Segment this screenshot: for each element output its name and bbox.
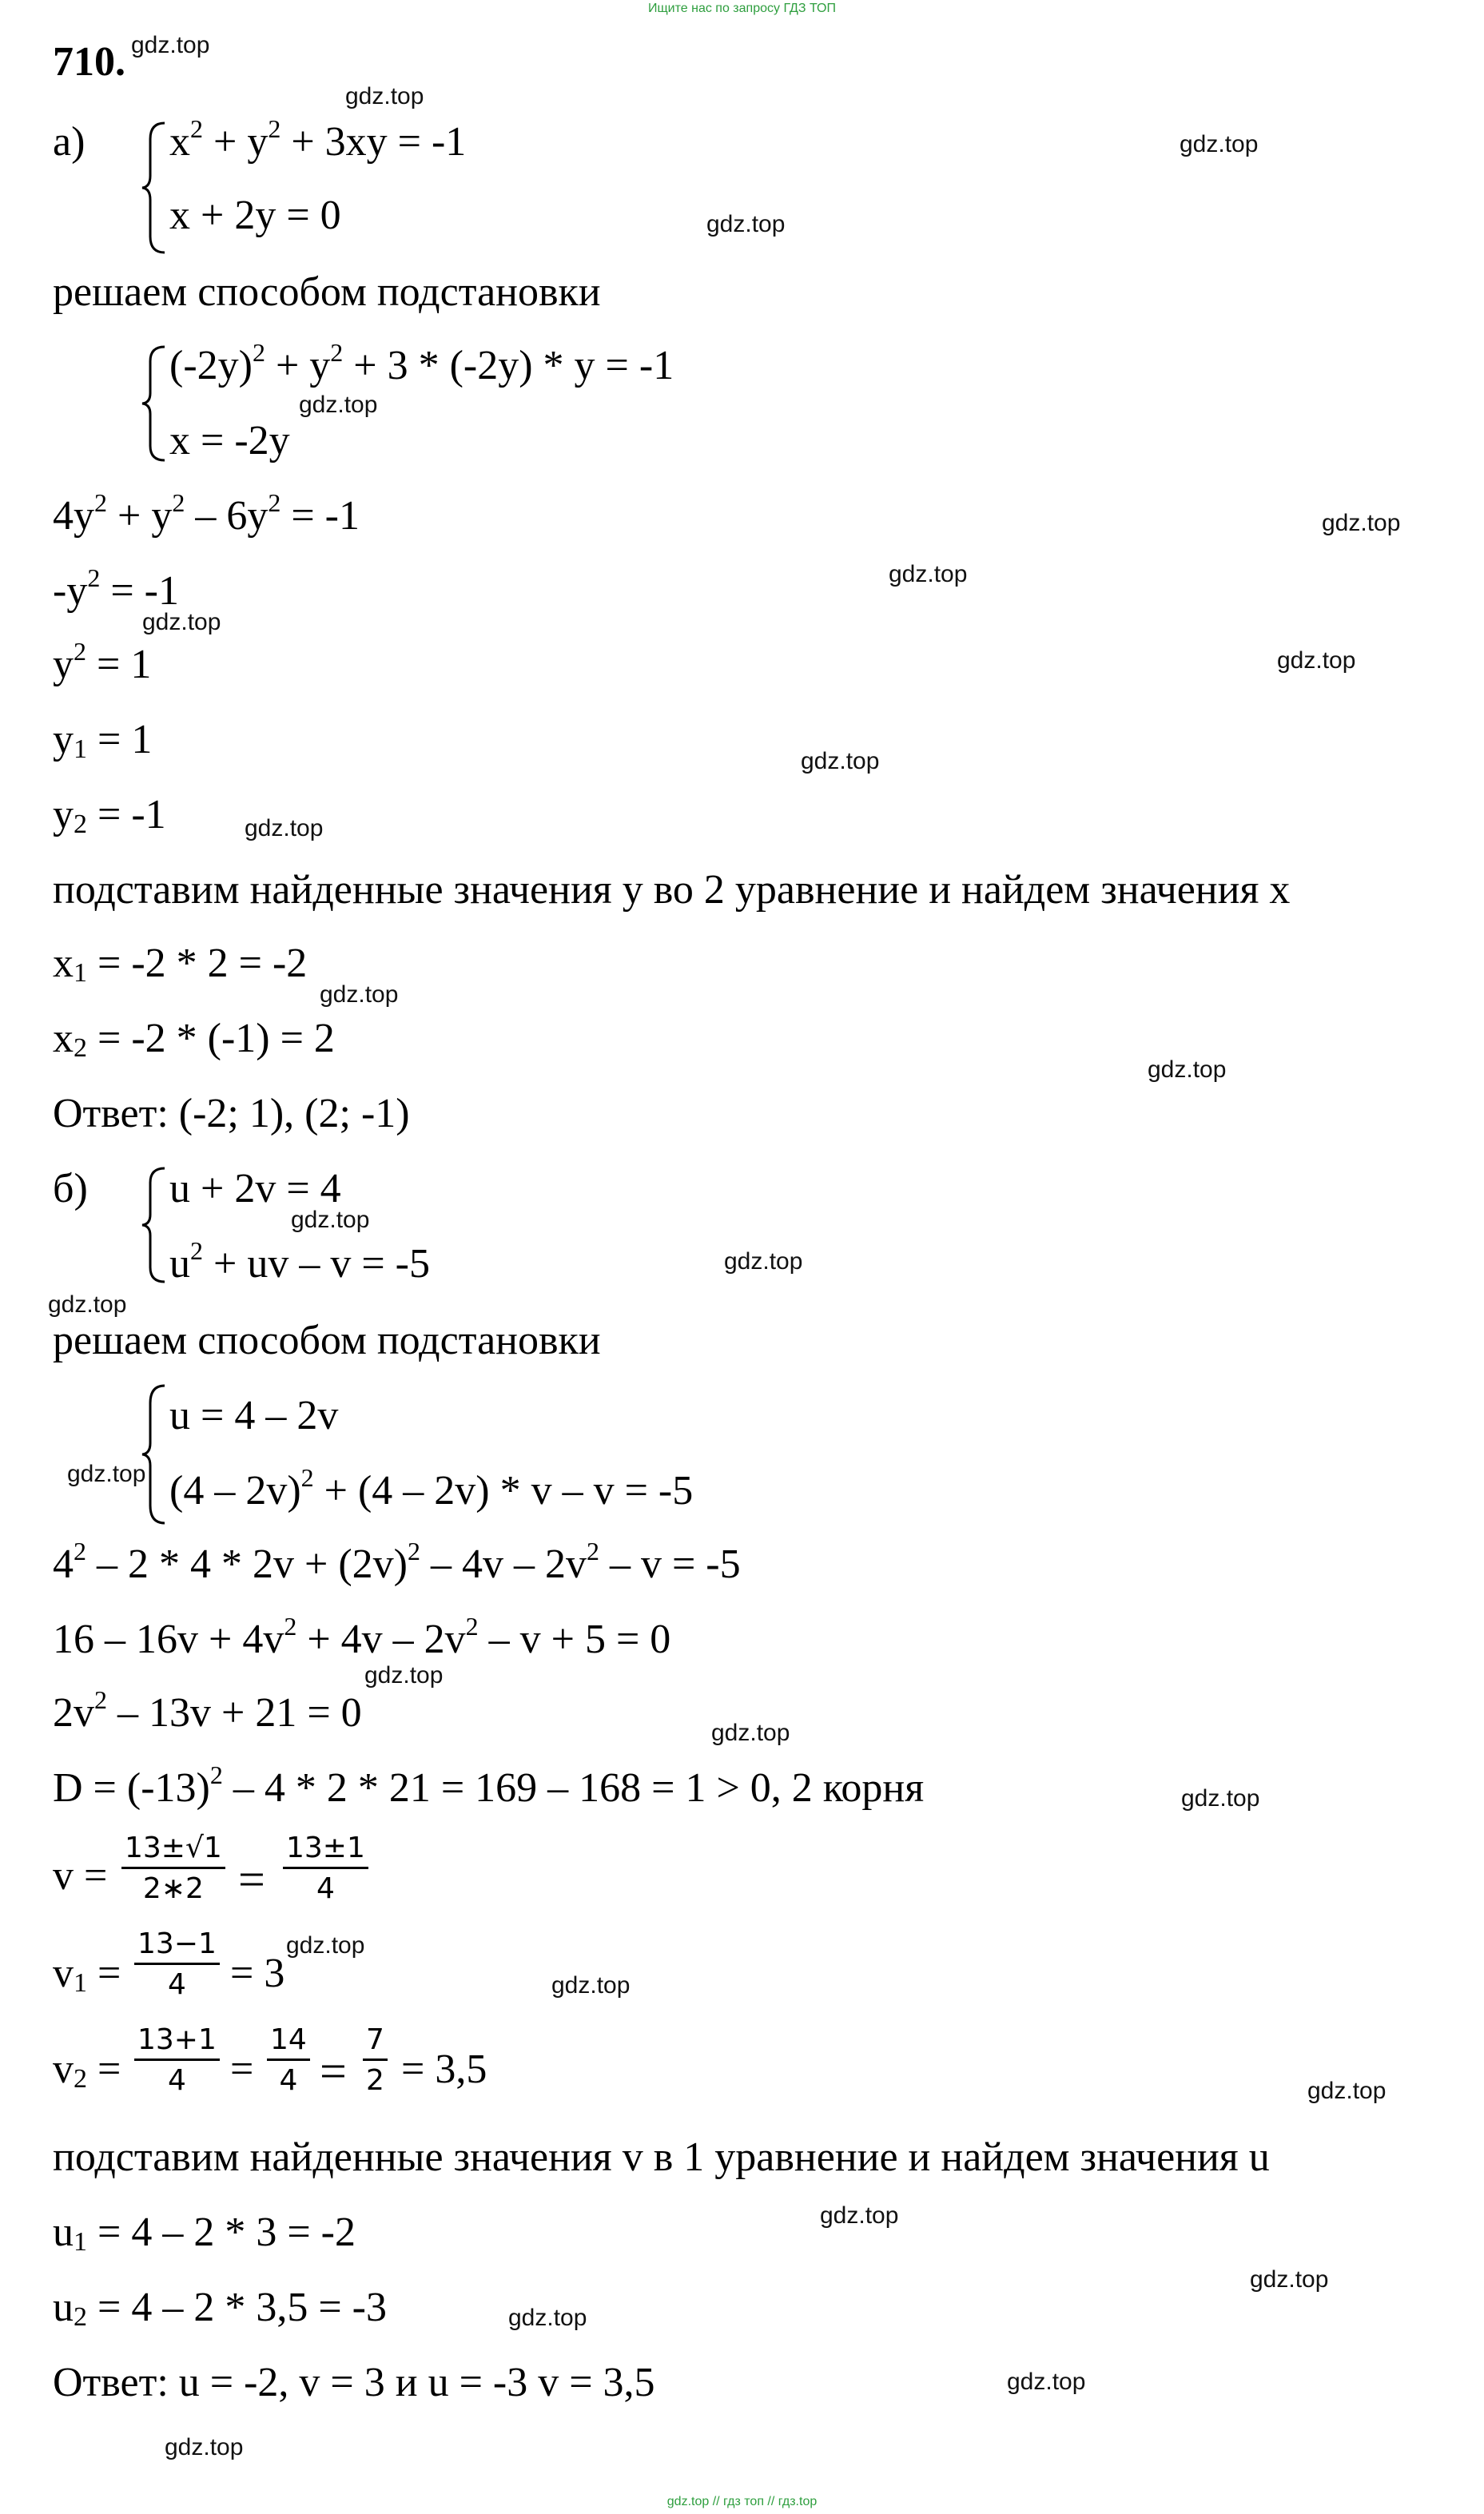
part-b-answer: Ответ: u = -2, v = 3 и u = -3 v = 3,5 — [53, 2360, 655, 2405]
watermark: gdz.top — [711, 1720, 790, 1746]
part-a-label: а) — [53, 119, 86, 165]
watermark: gdz.top — [551, 1972, 631, 1999]
system-brace-b2 — [139, 1382, 168, 1526]
watermark: gdz.top — [1180, 131, 1259, 157]
part-b-system1-eq2: $u^2$ + uv – v = -5 — [169, 1236, 430, 1287]
watermark: gdz.top — [1007, 2369, 1086, 2395]
v-lhs: v = — [53, 1853, 108, 1899]
watermark: gdz.top — [1181, 1785, 1260, 1812]
part-b-substitute-text: подставим найденные значения v в 1 уравнение и найдем значения u — [53, 2134, 1270, 2180]
part-b-system2-eq1: u = 4 – 2v — [169, 1393, 339, 1438]
v1-result: = 3 — [230, 1951, 285, 1996]
part-b-method-text: решаем способом подстановки — [53, 1318, 601, 1363]
part-a-system1-eq1: $x^2 + y^2 + 3xy = -1$ — [169, 114, 467, 165]
v-fraction-1: $\frac{13\pm√1}{2∗2}$ — [121, 1833, 225, 1904]
watermark: gdz.top — [1307, 2078, 1387, 2104]
watermark: gdz.top — [291, 1207, 370, 1233]
header-note: Ищите нас по запросу ГДЗ ТОП — [648, 2, 836, 15]
watermark: gdz.top — [889, 561, 968, 587]
v-equals-sign: = — [238, 1853, 265, 1906]
part-b-equation-2: $16 - 16v + 4v^2 + 4v - 2v^2 - v + 5 = 0$ — [53, 1612, 671, 1662]
part-a-system2-eq2: x = -2y — [169, 418, 290, 463]
watermark: gdz.top — [165, 2434, 244, 2460]
v2-equals-1: = — [230, 2047, 254, 2092]
problem-number: 710. — [53, 39, 125, 85]
v2-fraction-2: $\frac{14}{4}$ — [267, 2025, 310, 2096]
watermark: gdz.top — [142, 609, 221, 635]
part-a-x1: $x_1 = -2 * 2 = -2$ — [53, 941, 308, 988]
part-b-equation-1: $4^2 - 2 * 4 * 2v + (2v)^2 - 4v - 2v^2 - v = -5$ — [53, 1537, 741, 1587]
part-a-y1: $y_1 = 1$ — [53, 717, 153, 764]
part-a-equation-3: $y^2 = 1$ — [53, 637, 152, 687]
part-a-substitute-text: подставим найденные значения y во 2 уравнение и найдем значения x — [53, 867, 1291, 913]
v2-equals-2: = — [320, 2045, 347, 2098]
part-a-y2: $y_2 = -1$ — [53, 792, 166, 839]
watermark: gdz.top — [1250, 2266, 1329, 2293]
watermark: gdz.top — [131, 32, 210, 58]
watermark: gdz.top — [286, 1932, 365, 1959]
system-brace-a1 — [139, 120, 168, 256]
part-b-system2-eq2: (4 – 2v)$^2$ + (4 – 2v) * v – v = -5 — [169, 1463, 694, 1514]
part-a-equation-2: $-y^2 = -1$ — [53, 563, 179, 614]
watermark: gdz.top — [706, 211, 786, 237]
part-b-system1-eq1: u + 2v = 4 — [169, 1166, 341, 1211]
watermark: gdz.top — [245, 815, 324, 841]
v-fraction-2: $\frac{13\pm 1}{4}$ — [283, 1833, 368, 1904]
watermark: gdz.top — [724, 1248, 803, 1275]
watermark: gdz.top — [508, 2305, 587, 2331]
part-a-method-text: решаем способом подстановки — [53, 269, 601, 315]
watermark: gdz.top — [1148, 1056, 1227, 1083]
watermark: gdz.top — [1322, 510, 1401, 536]
part-b-discriminant: $D = (-13)^2 - 4 * 2 * 21 = 169 - 168 = 1 > 0$, 2 корня — [53, 1760, 925, 1811]
watermark: gdz.top — [48, 1291, 127, 1318]
watermark: gdz.top — [345, 83, 424, 109]
part-b-label: б) — [53, 1166, 88, 1211]
watermark: gdz.top — [364, 1662, 444, 1689]
part-a-system1-eq2: x + 2y = 0 — [169, 193, 341, 238]
footer-note: gdz.top // гдз топ // гдз.top — [666, 2495, 818, 2508]
part-a-x2: $x_2 = -2 * (-1) = 2$ — [53, 1016, 335, 1063]
v2-fraction-3: $\frac{7}{2}$ — [363, 2025, 388, 2096]
v2-result: = 3,5 — [401, 2047, 487, 2092]
part-b-u2: $u_2 = 4 - 2 * 3,5 = -3$ — [53, 2285, 387, 2332]
part-b-u1: $u_1 = 4 - 2 * 3 = -2$ — [53, 2210, 356, 2257]
v1-fraction: $\frac{13-1}{4}$ — [134, 1929, 220, 2000]
v2-fraction-1: $\frac{13+1}{4}$ — [134, 2025, 220, 2096]
system-brace-a2 — [139, 344, 168, 463]
system-brace-b1 — [139, 1165, 168, 1285]
part-a-system2-eq1: $(-2y)^2 + y^2 + 3 * (-2y) * y = -1$ — [169, 338, 674, 388]
v1-lhs: $v_1$ = — [53, 1951, 121, 1998]
part-b-equation-3: $2v^2 - 13v + 21 = 0$ — [53, 1685, 362, 1736]
watermark: gdz.top — [299, 392, 378, 418]
watermark: gdz.top — [820, 2202, 899, 2229]
part-a-answer: Ответ: (-2; 1), (2; -1) — [53, 1091, 410, 1136]
v2-lhs: $v_2$ = — [53, 2047, 121, 2094]
watermark: gdz.top — [1277, 647, 1356, 674]
watermark: gdz.top — [801, 748, 880, 774]
watermark: gdz.top — [320, 981, 399, 1008]
watermark: gdz.top — [67, 1461, 146, 1487]
part-a-equation-1: $4y^2 + y^2 - 6y^2 = -1$ — [53, 488, 360, 539]
